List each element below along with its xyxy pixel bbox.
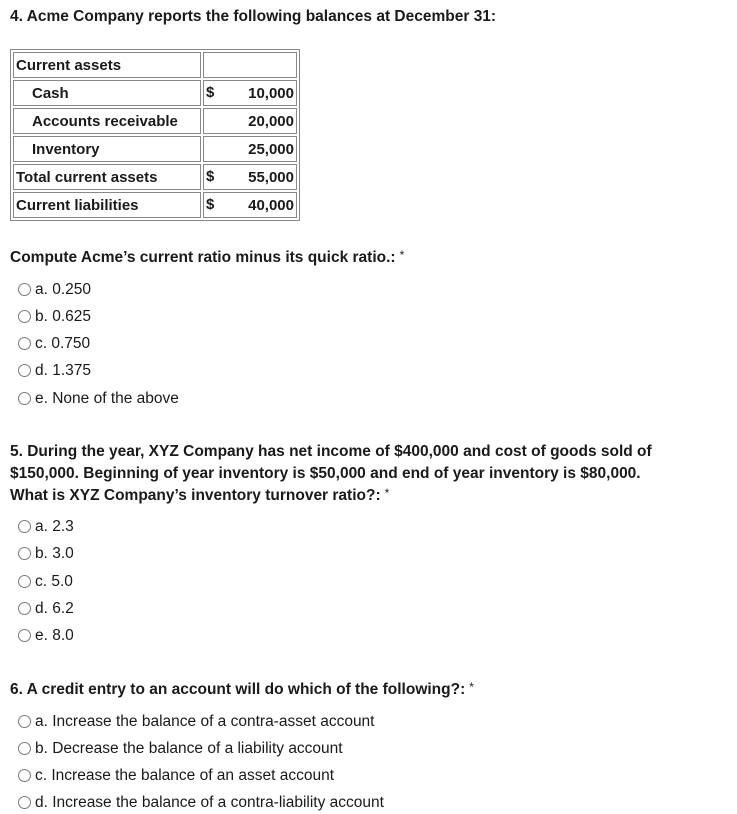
radio-button[interactable]: [18, 337, 31, 350]
row-amount-cell: [203, 192, 297, 218]
balances-table: [10, 49, 300, 221]
q4-question-text: Compute Acme’s current ratio minus its quick ratio.:: [10, 249, 396, 266]
option-label: b. Decrease the balance of a liability account: [35, 740, 343, 757]
radio-option[interactable]: [18, 308, 91, 326]
radio-button[interactable]: [18, 629, 31, 642]
table-row: [13, 52, 297, 78]
option-label: a. Increase the balance of a contra-asset account: [35, 713, 375, 730]
radio-button[interactable]: [18, 769, 31, 782]
radio-button[interactable]: [18, 575, 31, 588]
q6-question-text: 6. A credit entry to an account will do which of the following?:: [10, 681, 466, 698]
radio-button[interactable]: [18, 602, 31, 615]
table-row: [13, 136, 297, 162]
radio-option[interactable]: [18, 518, 74, 536]
row-label: Total current assets: [13, 164, 201, 190]
row-amount: 20,000: [248, 112, 294, 130]
radio-button[interactable]: [18, 715, 31, 728]
option-label: d. 1.375: [35, 362, 92, 379]
table-row: [13, 80, 297, 106]
q5-line-1: 5. During the year, XYZ Company has net income of $400,000 and cost of goods sold of: [10, 443, 652, 460]
radio-button[interactable]: [18, 742, 31, 755]
dollar-sign: $: [206, 168, 215, 185]
radio-option[interactable]: [18, 794, 384, 812]
q4-title: 4. Acme Company reports the following balances at December 31:: [10, 8, 497, 25]
row-amount-cell: [203, 108, 297, 134]
row-label: Current liabilities: [13, 192, 201, 218]
radio-option[interactable]: [18, 713, 375, 731]
dollar-sign: $: [206, 84, 215, 101]
radio-button[interactable]: [18, 796, 31, 809]
q5-question-text: What is XYZ Company’s inventory turnover ratio?:: [10, 487, 381, 504]
dollar-sign: $: [206, 196, 215, 213]
q4-question: [10, 249, 404, 267]
table-row: [13, 108, 297, 134]
radio-option[interactable]: [18, 335, 90, 353]
radio-option[interactable]: [18, 740, 343, 758]
option-label: b. 3.0: [35, 545, 74, 562]
required-marker: *: [384, 486, 390, 500]
row-label: Inventory: [13, 136, 201, 162]
radio-button[interactable]: [18, 364, 31, 377]
option-label: d. 6.2: [35, 600, 74, 617]
table-row: [13, 164, 297, 190]
row-amount-cell: [203, 80, 297, 106]
table-row: [13, 192, 297, 218]
option-label: c. 5.0: [35, 573, 73, 590]
radio-option[interactable]: [18, 627, 74, 645]
option-label: a. 2.3: [35, 518, 74, 535]
option-label: c. 0.750: [35, 335, 91, 352]
row-amount: 40,000: [248, 196, 294, 214]
option-label: a. 0.250: [35, 281, 92, 298]
radio-option[interactable]: [18, 573, 73, 591]
q5-line-2: $150,000. Beginning of year inventory is $50,000 and end of year inventory is $80,000.: [10, 465, 641, 482]
radio-button[interactable]: [18, 392, 31, 405]
row-amount: 55,000: [248, 168, 294, 186]
option-label: e. None of the above: [35, 390, 179, 407]
option-label: c. Increase the balance of an asset account: [35, 767, 334, 784]
required-marker: *: [469, 680, 474, 694]
radio-option[interactable]: [18, 600, 74, 618]
row-label: Accounts receivable: [13, 108, 201, 134]
row-label: Current assets: [13, 52, 201, 78]
row-amount-cell: [203, 164, 297, 190]
option-label: e. 8.0: [35, 627, 74, 644]
radio-button[interactable]: [18, 310, 31, 323]
radio-button[interactable]: [18, 520, 31, 533]
radio-option[interactable]: [18, 362, 91, 380]
q5-line-3: [10, 487, 389, 505]
row-label: Cash: [13, 80, 201, 106]
radio-option[interactable]: [18, 390, 179, 408]
radio-option[interactable]: [18, 767, 334, 785]
row-amount: 10,000: [248, 84, 294, 102]
required-marker: *: [399, 248, 405, 262]
radio-button[interactable]: [18, 283, 31, 296]
radio-option[interactable]: [18, 545, 74, 563]
row-amount-cell: [203, 52, 297, 78]
radio-option[interactable]: [18, 281, 91, 299]
option-label: d. Increase the balance of a contra-liability account: [35, 794, 384, 811]
radio-button[interactable]: [18, 547, 31, 560]
option-label: b. 0.625: [35, 308, 92, 325]
row-amount-cell: [203, 136, 297, 162]
q6-question: [10, 681, 474, 699]
row-amount: 25,000: [248, 140, 294, 158]
